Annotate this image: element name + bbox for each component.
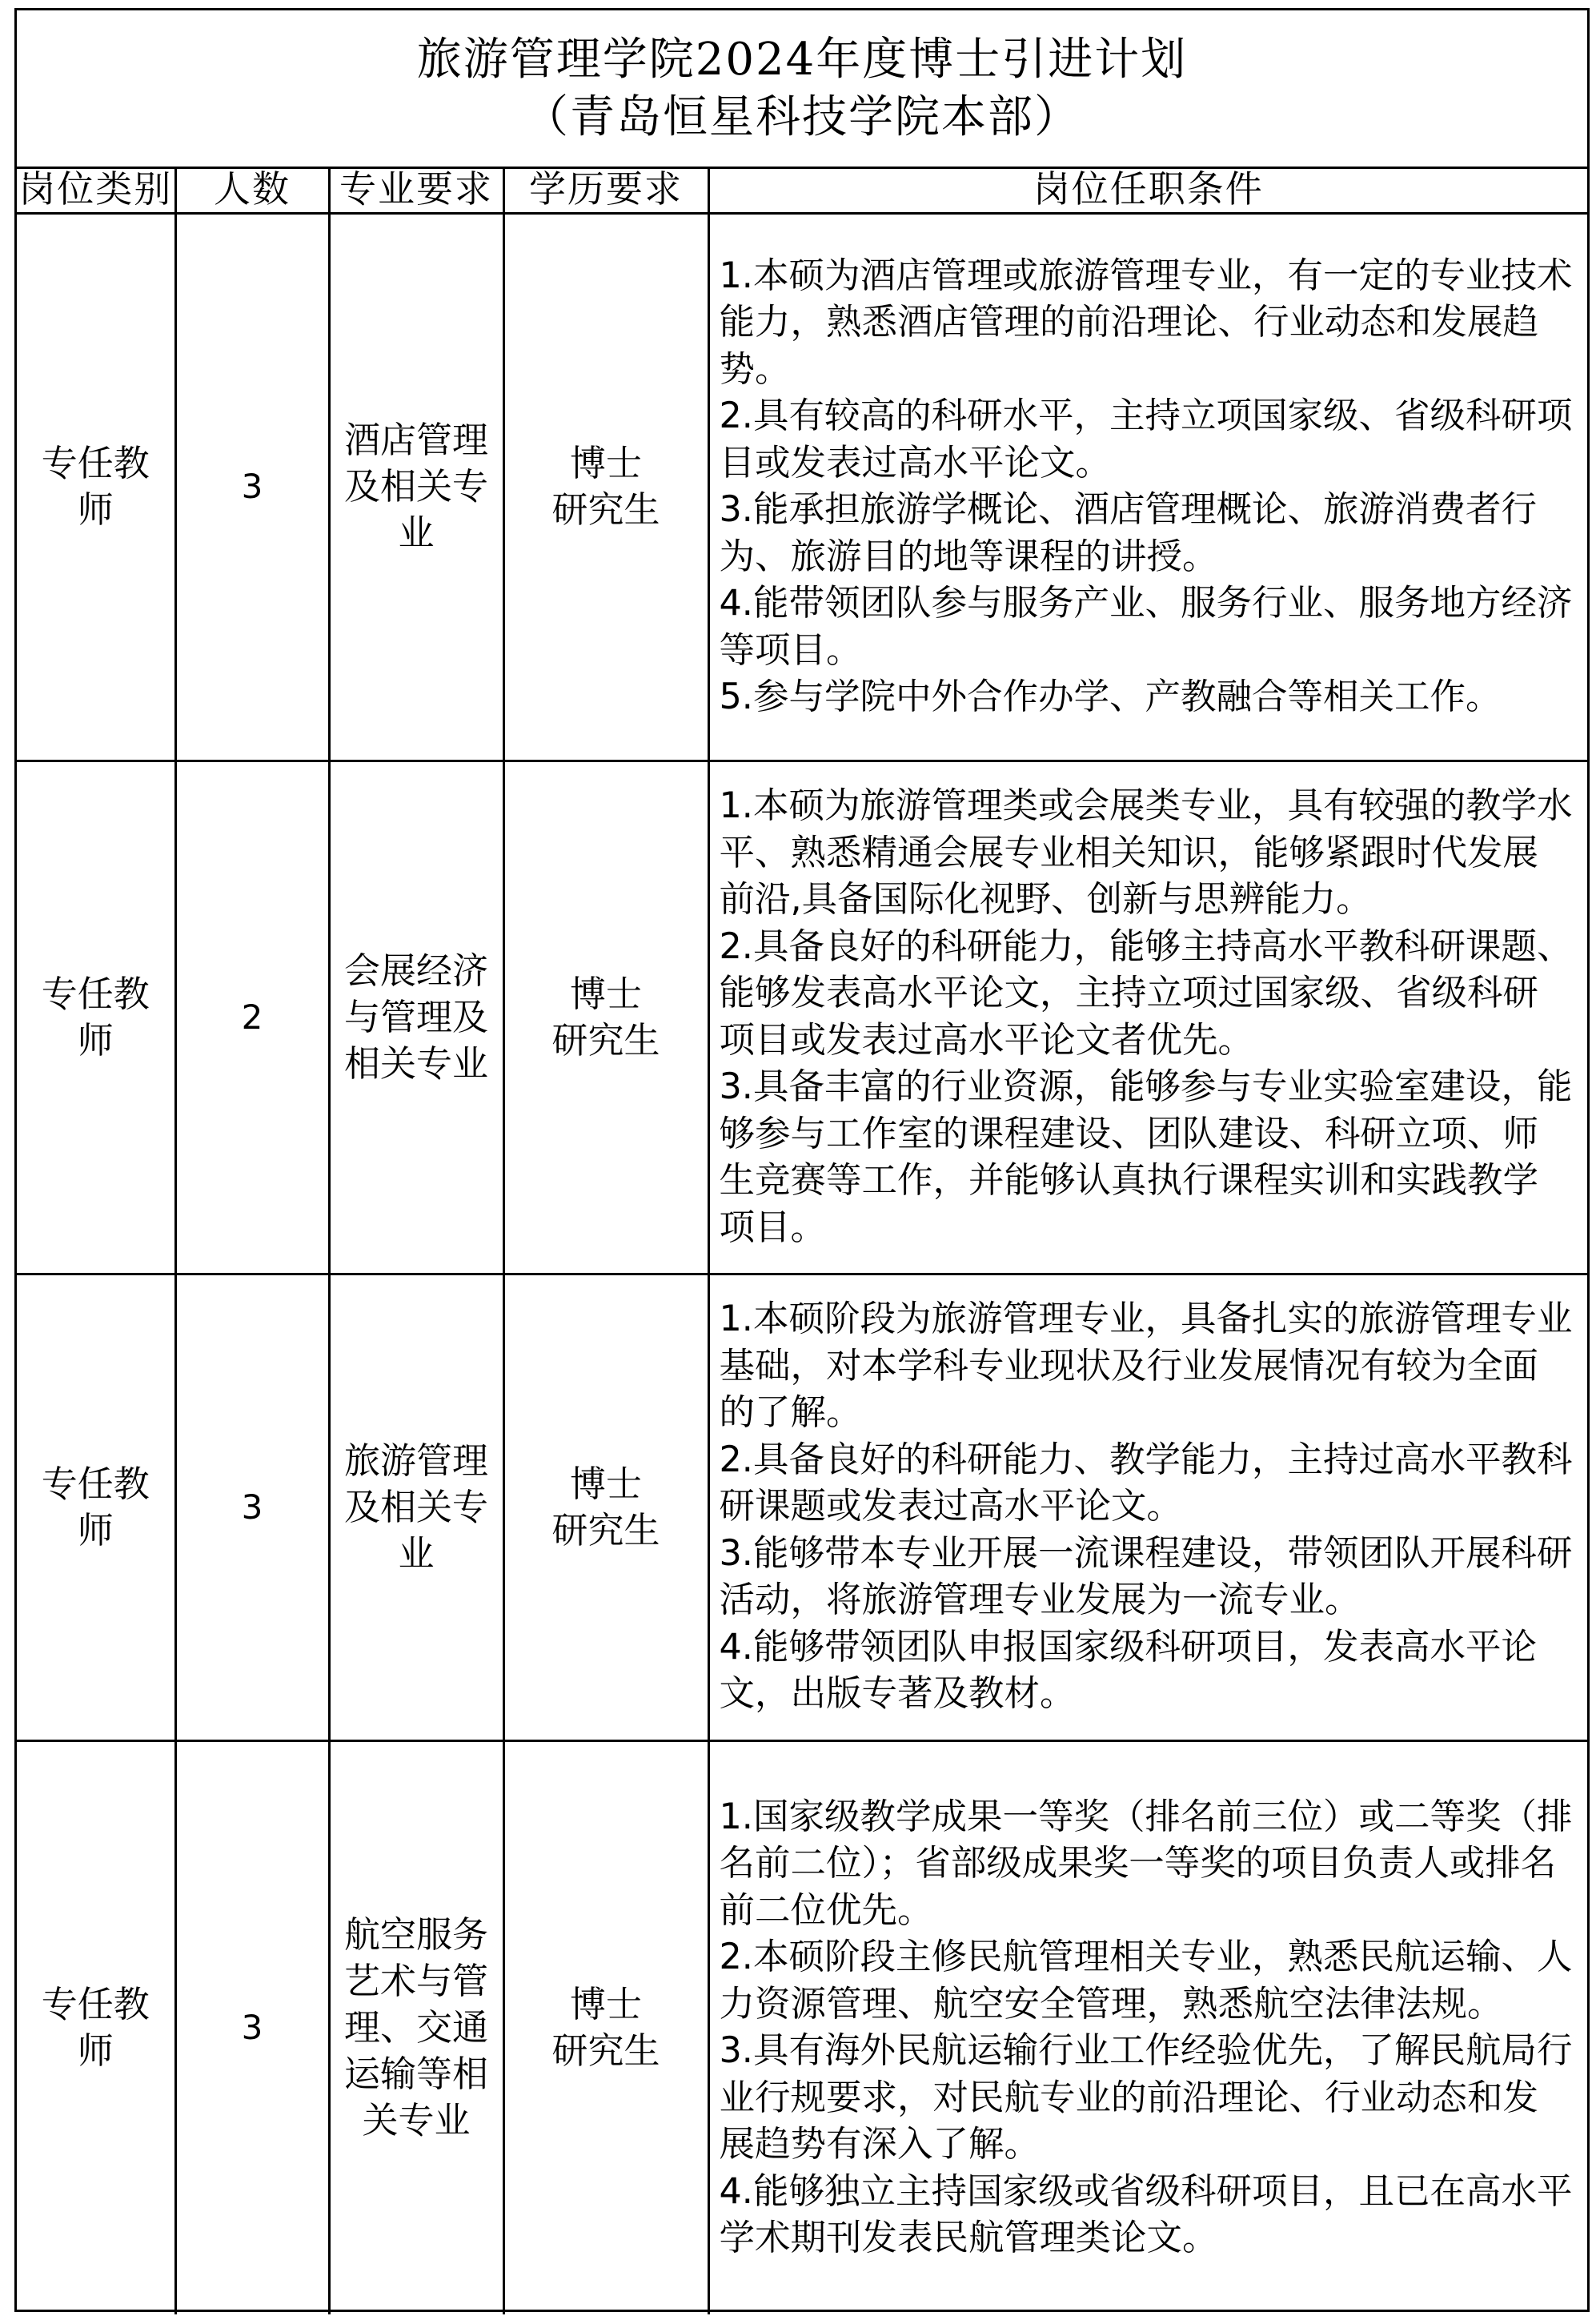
condition-item: 2.具备良好的科研能力，能够主持高水平教科研课题、能够发表高水平论文，主持立项过国家级、省级科研项目或发表过高水平论文者优先。	[719, 925, 1573, 1061]
major-cell: 酒店管理及相关专业	[329, 213, 503, 761]
condition-item: 2.具备良好的科研能力、教学能力，主持过高水平教科研课题或发表过高水平论文。	[719, 1439, 1573, 1527]
education-line: 博士	[569, 1462, 642, 1505]
header-major: 专业要求	[329, 167, 503, 213]
education-cell	[503, 761, 708, 1274]
education-cell	[503, 1740, 708, 2314]
condition-item: 4.能带领团队参与服务产业、服务行业、服务地方经济等项目。	[719, 583, 1573, 671]
condition-item: 5.参与学院中外合作办学、产教融合等相关工作。	[719, 676, 1502, 717]
header-conditions: 岗位任职条件	[708, 167, 1587, 213]
education-line: 研究生	[551, 488, 660, 531]
table-row	[17, 1274, 1587, 1740]
post-cell: 专任教师	[17, 761, 175, 1274]
condition-item: 1.本硕为旅游管理类或会展类专业，具有较强的教学水平、熟悉精通会展专业相关知识，能够紧跟时代发展前沿,具备国际化视野、创新与思辨能力。	[719, 785, 1573, 920]
condition-item: 2.具有较高的科研水平，主持立项国家级、省级科研项目或发表过高水平论文。	[719, 395, 1573, 484]
table-row	[17, 213, 1587, 761]
post-cell: 专任教师	[17, 213, 175, 761]
title-block	[17, 10, 1587, 169]
table-row	[17, 1740, 1587, 2314]
header-post: 岗位类别	[17, 167, 175, 213]
major-cell: 旅游管理及相关专业	[329, 1274, 503, 1740]
conditions-cell	[708, 1740, 1587, 2314]
education-line: 研究生	[551, 2029, 660, 2073]
page-title: 旅游管理学院2024年度博士引进计划	[416, 33, 1188, 86]
post-cell: 专任教师	[17, 1274, 175, 1740]
condition-item: 3.能够带本专业开展一流课程建设，带领团队开展科研活动，将旅游管理专业发展为一流专业。	[719, 1532, 1573, 1621]
conditions-cell	[708, 213, 1587, 761]
count-cell: 3	[175, 1274, 329, 1740]
condition-item: 1.国家级教学成果一等奖（排名前三位）或二等奖（排名前二位）；省部级成果奖一等奖的项目负责人或排名前二位优先。	[719, 1796, 1573, 1931]
condition-item: 4.能够独立主持国家级或省级科研项目，且已在高水平学术期刊发表民航管理类论文。	[719, 2170, 1573, 2259]
header-education: 学历要求	[503, 167, 708, 213]
education-cell	[503, 1274, 708, 1740]
education-line: 研究生	[551, 1508, 660, 1551]
major-cell: 航空服务艺术与管理、交通运输等相关专业	[329, 1740, 503, 2314]
condition-item: 1.本硕为酒店管理或旅游管理专业，有一定的专业技术能力，熟悉酒店管理的前沿理论、行业动态和发展趋势。	[719, 255, 1573, 390]
conditions-cell	[708, 761, 1587, 1274]
education-line: 博士	[569, 972, 642, 1015]
condition-item: 2.本硕阶段主修民航管理相关专业，熟悉民航运输、人力资源管理、航空安全管理，熟悉航空法律法规。	[719, 1937, 1573, 2025]
header-row	[17, 167, 1587, 213]
major-cell: 会展经济与管理及相关专业	[329, 761, 503, 1274]
education-line: 博士	[569, 442, 642, 484]
condition-item: 1.本硕阶段为旅游管理专业，具备扎实的旅游管理专业基础，对本学科专业现状及行业发展情况有较为全面的了解。	[719, 1298, 1573, 1434]
post-cell: 专任教师	[17, 1740, 175, 2314]
table-row	[17, 761, 1587, 1274]
education-line: 研究生	[551, 1018, 660, 1062]
conditions-cell	[708, 1274, 1587, 1740]
condition-item: 3.具有海外民航运输行业工作经验优先，了解民航局行业行规要求，对民航专业的前沿理论、行业动态和发展趋势有深入了解。	[719, 2030, 1573, 2165]
condition-item: 4.能够带领团队申报国家级科研项目，发表高水平论文，出版专著及教材。	[719, 1626, 1537, 1715]
education-line: 博士	[569, 1983, 642, 2026]
plan-table	[17, 167, 1587, 2314]
education-cell	[503, 213, 708, 761]
page-subtitle: （青岛恒星科技学院本部）	[523, 90, 1081, 143]
count-cell: 2	[175, 761, 329, 1274]
condition-item: 3.具备丰富的行业资源，能够参与专业实验室建设，能够参与工作室的课程建设、团队建设、科研立项、师生竞赛等工作，并能够认真执行课程实训和实践教学项目。	[719, 1066, 1573, 1248]
condition-item: 3.能承担旅游学概论、酒店管理概论、旅游消费者行为、旅游目的地等课程的讲授。	[719, 489, 1537, 577]
count-cell: 3	[175, 1740, 329, 2314]
recruitment-plan-sheet	[14, 8, 1590, 2312]
count-cell: 3	[175, 213, 329, 761]
header-count: 人数	[175, 167, 329, 213]
